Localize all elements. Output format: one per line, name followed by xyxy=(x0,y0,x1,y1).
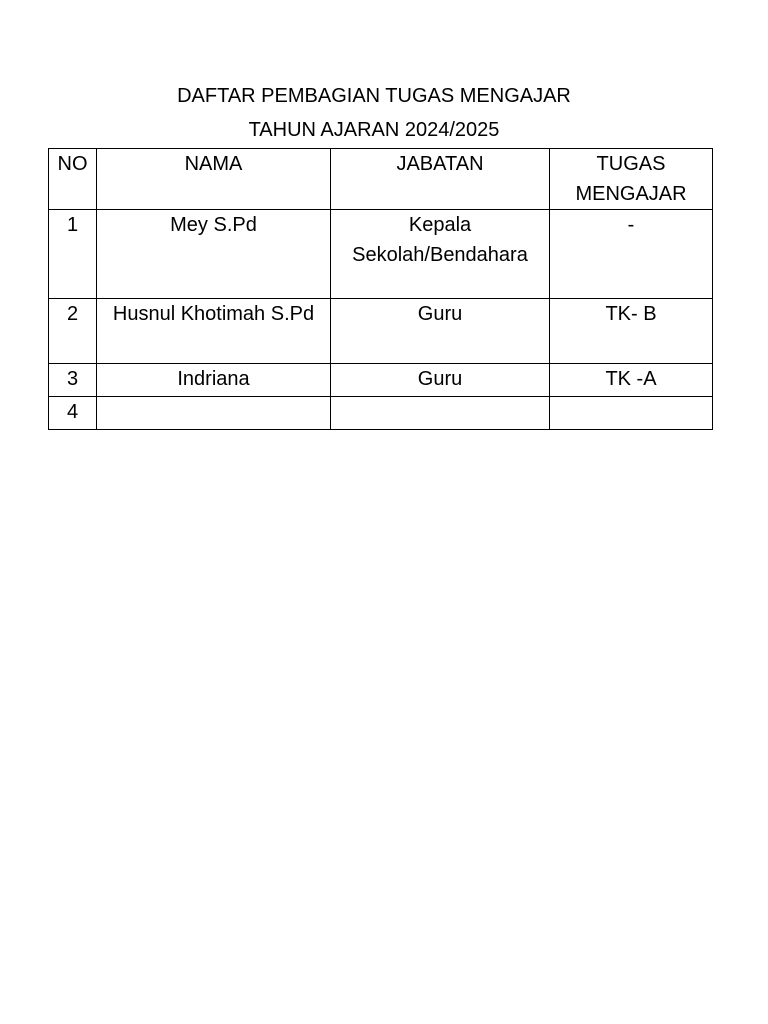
cell-no: 1 xyxy=(49,210,97,299)
header-no: NO xyxy=(49,149,97,210)
table-row xyxy=(49,299,713,364)
document-subtitle: TAHUN AJARAN 2024/2025 xyxy=(248,119,500,141)
cell-nama: Indriana xyxy=(97,364,331,397)
table-row xyxy=(49,210,713,299)
cell-no: 3 xyxy=(49,364,97,397)
teaching-duty-table xyxy=(48,148,713,430)
cell-jabatan: Guru xyxy=(331,299,550,364)
table-row xyxy=(49,397,713,430)
cell-tugas: TK -A xyxy=(550,364,713,397)
header-nama: NAMA xyxy=(97,149,331,210)
cell-nama: Mey S.Pd xyxy=(97,210,331,299)
cell-jabatan: Kepala Sekolah/Bendahara xyxy=(331,210,550,299)
header-tugas-mengajar: TUGAS MENGAJAR xyxy=(550,149,713,210)
document-title: DAFTAR PEMBAGIAN TUGAS MENGAJAR xyxy=(177,85,571,107)
cell-no: 4 xyxy=(49,397,97,430)
table-row xyxy=(49,364,713,397)
cell-jabatan xyxy=(331,397,550,430)
cell-jabatan: Guru xyxy=(331,364,550,397)
cell-nama xyxy=(97,397,331,430)
cell-no: 2 xyxy=(49,299,97,364)
cell-tugas xyxy=(550,397,713,430)
header-jabatan: JABATAN xyxy=(331,149,550,210)
table-header-row xyxy=(49,149,713,210)
cell-nama: Husnul Khotimah S.Pd xyxy=(97,299,331,364)
cell-tugas: - xyxy=(550,210,713,299)
cell-tugas: TK- B xyxy=(550,299,713,364)
